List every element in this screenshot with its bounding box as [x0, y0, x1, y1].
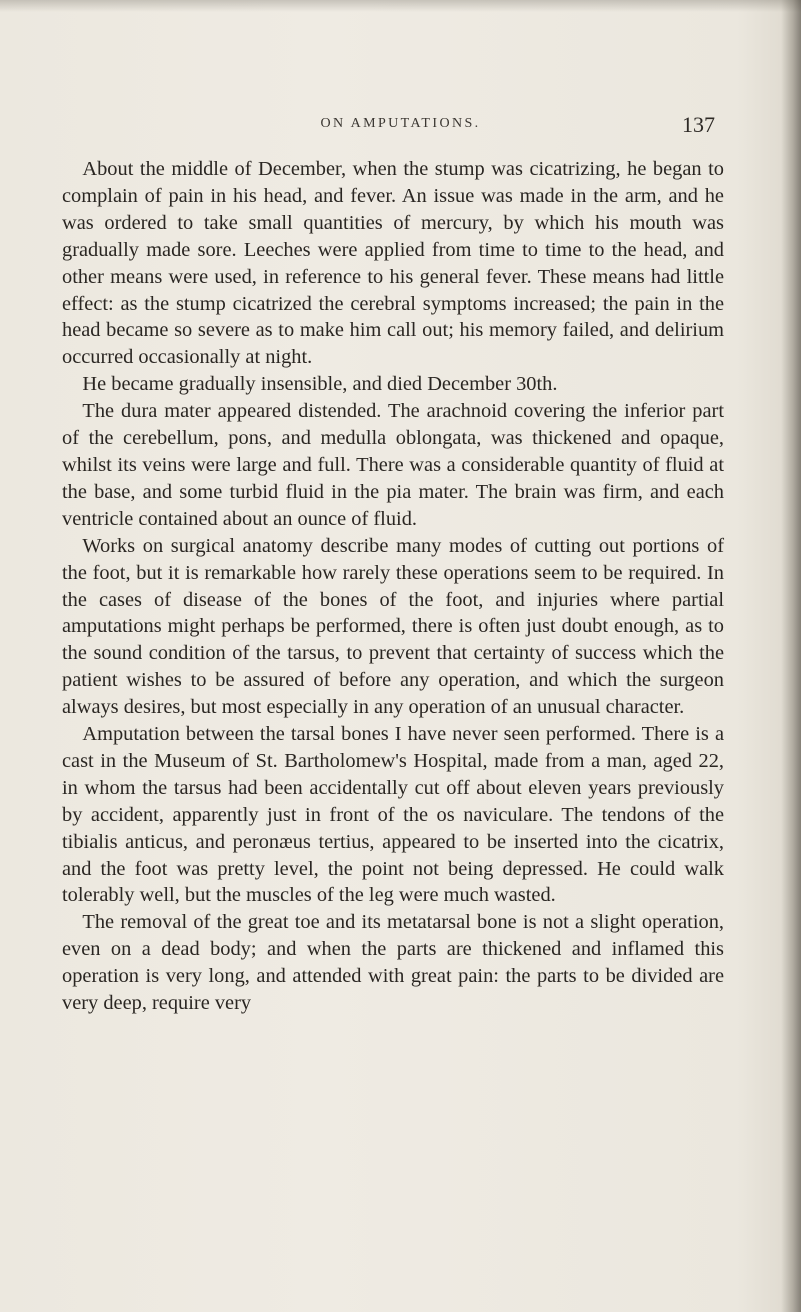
page-binding-edge	[781, 0, 801, 1312]
running-head-title: ON AMPUTATIONS.	[320, 116, 481, 131]
paragraph-2: He became gradually insensible, and died December 30th.	[82, 373, 558, 396]
body-text	[62, 156, 724, 1017]
paragraph-4: Works on surgical anatomy describe many modes of cutting out portions of the foot, but it is remarkable how rarely these operations seem to be required. In the cases of disease of the bones of the foot, and injuries where partial amputations might perhaps be performed, there is often just doubt enough, as to the sound condition of the tarsus, to prevent that certainty of success which the patient wishes to be assured of before any operation, and which the surgeon always desires, but most especially in any operation of an unusual character.	[62, 534, 724, 719]
paragraph-6: The removal of the great toe and its metatarsal bone is not a slight operation, even on a dead body; and when the parts are thickened and inflamed this operation is very long, and attended with great pain: the parts to be divided are very deep, require very	[62, 911, 724, 1015]
page-number: 137	[682, 112, 715, 137]
paragraph-3: The dura mater appeared distended. The arachnoid covering the inferior part of the cerebellum, pons, and medulla oblongata, was thickened and opaque, whilst its veins were large and full. There was a considerable quantity of fluid at the base, and some turbid fluid in the pia mater. The brain was firm, and each ventricle contained about an ounce of fluid.	[62, 400, 724, 530]
page-top-shadow	[0, 0, 801, 12]
paragraph-1: About the middle of December, when the stump was cicatrizing, he began to complain of pain in his head, and fever. An issue was made in the arm, and he was ordered to take small quantities of mercury, by which his mouth was gradually made sore. Leeches were applied from time to time to the head, and other means were used, in reference to his general fever. These means had little effect: as the stump cicatrized the cerebral symptoms increased; the pain in the head became so severe as to make him call out; his memory failed, and delirium occurred occasionally at night.	[62, 158, 724, 369]
paragraph-5: Amputation between the tarsal bones I have never seen performed. There is a cast in the Museum of St. Bartholomew's Hospital, made from a man, aged 22, in whom the tarsus had been accidentally cut off about eleven years previously by accident, apparently just in front of the os naviculare. The tendons of the tibialis anticus, and peronæus tertius, appeared to be inserted into the cicatrix, and the foot was pretty level, the point not being depressed. He could walk tolerably well, but the muscles of the leg were much wasted.	[62, 723, 724, 907]
running-head	[0, 112, 801, 142]
